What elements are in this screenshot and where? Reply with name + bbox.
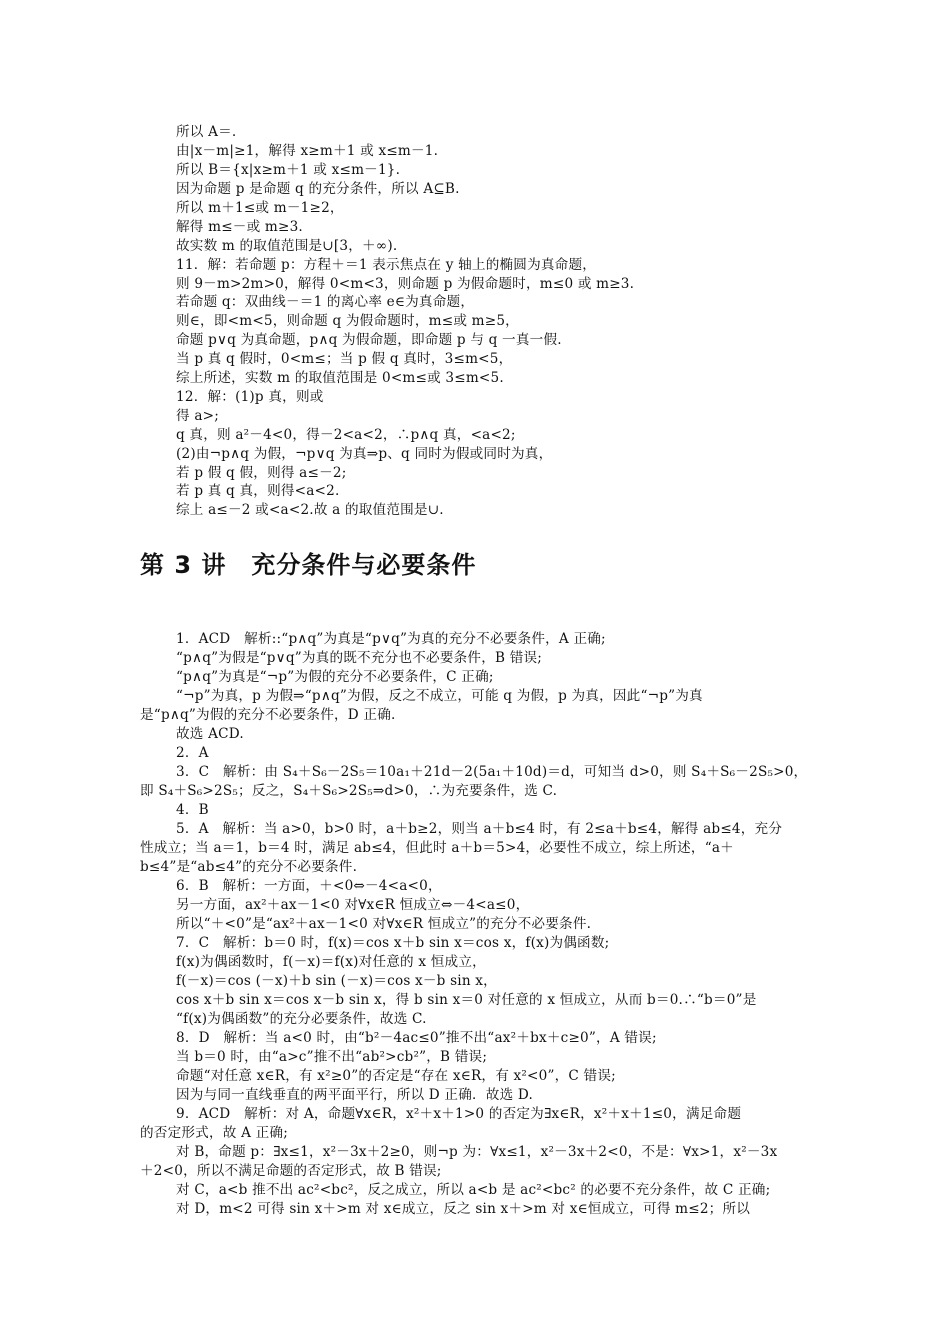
text-line: 2．A	[176, 745, 209, 761]
text-line: 当 p 真 q 假时，0<m≤；当 p 假 q 真时，3≤m<5，	[176, 351, 513, 367]
text-line: 若 p 假 q 假，则得 a≤－2;	[176, 465, 347, 481]
text-line: “p∧q”为假是“p∨q”为真的既不充分也不必要条件，B 错误;	[176, 650, 543, 666]
text-line: f(x)为偶函数时，f(－x)＝f(x)对任意的 x 恒成立，	[176, 954, 486, 970]
text-line: 当 b＝0 时，由“a>c”推不出“ab²>cb²”，B 错误;	[176, 1049, 488, 1065]
text-line: 故选 ACD.	[176, 726, 244, 742]
text-line: 所以“＋<0”是“ax²＋ax－1<0 对∀x∈R 恒成立”的充分不必要条件.	[176, 916, 592, 932]
text-line: (2)由¬p∧q 为假，¬p∨q 为真⇒p、q 同时为假或同时为真，	[176, 446, 553, 462]
text-line: 性成立；当 a＝1，b＝4 时，满足 ab≤4，但此时 a＋b＝5>4，必要性不成立，综上所述，“a＋	[140, 840, 734, 856]
text-line: 解得 m≤－或 m≥3.	[176, 219, 303, 235]
text-line: 7．C 解析：b＝0 时，f(x)＝cos x＋b sin x＝cos x，f(x)为偶函数;	[176, 935, 610, 951]
text-line: 命题 p∨q 为真命题，p∧q 为假命题，即命题 p 与 q 一真一假.	[176, 332, 562, 348]
text-line: 综上所述，实数 m 的取值范围是 0<m≤或 3≤m<5.	[176, 370, 504, 386]
text-line: 因为命题 p 是命题 q 的充分条件，所以 A⊆B.	[176, 181, 460, 197]
text-line: 命题“对任意 x∈R，有 x²≥0”的否定是“存在 x∈R，有 x²<0”，C 错误;	[176, 1068, 616, 1084]
text-line: “f(x)为偶函数”的充分必要条件，故选 C.	[176, 1011, 427, 1027]
text-line: 的否定形式，故 A 正确;	[140, 1125, 288, 1141]
text-line: 8．D 解析：当 a<0 时，由“b²－4ac≤0”推不出“ax²＋bx＋c≥0”，A 错误;	[176, 1030, 657, 1046]
text-line: 即 S₄＋S₆>2S₅；反之，S₄＋S₆>2S₅⇒d>0，∴为充要条件，选 C.	[140, 783, 558, 799]
text-line: 9．ACD 解析：对 A，命题∀x∈R，x²＋x＋1>0 的否定为∃x∈R，x²＋x＋1≤0，满足命题	[176, 1106, 742, 1122]
text-line: 因为与同一直线垂直的两平面平行，所以 D 正确．故选 D.	[176, 1087, 534, 1103]
text-line: 对 C，a<b 推不出 ac²<bc²，反之成立，所以 a<b 是 ac²<bc² 的必要不充分条件，故 C 正确;	[176, 1182, 771, 1198]
text-line: 4．B	[176, 802, 209, 818]
text-line: 3．C 解析：由 S₄＋S₆－2S₅＝10a₁＋21d－2(5a₁＋10d)＝d，可知当 d>0，则 S₄＋S₆－2S₅>0，	[176, 764, 808, 780]
text-line: 6．B 解析：一方面，＋<0⇔－4<a<0，	[176, 878, 442, 894]
text-line: ＋2<0，所以不满足命题的否定形式，故 B 错误;	[140, 1163, 442, 1179]
text-line: 是“p∧q”为假的充分不必要条件，D 正确.	[140, 707, 396, 723]
text-line: 所以 A＝.	[176, 124, 237, 140]
text-line: b≤4”是“ab≤4”的充分不必要条件.	[140, 859, 358, 875]
text-line: 另一方面，ax²＋ax－1<0 对∀x∈R 恒成立⇔－4<a≤0，	[176, 897, 530, 913]
text-line: 对 B，命题 p：∃x≤1，x²－3x＋2≥0，则¬p 为：∀x≤1，x²－3x＋2<0，不是：∀x>1，x²－3x	[176, 1144, 778, 1160]
text-line: 得 a>;	[176, 408, 219, 424]
section-heading: 第 3 讲 充分条件与必要条件	[140, 551, 477, 579]
text-line: 12．解：(1)p 真，则或	[176, 389, 324, 405]
text-line: 11．解：若命题 p：方程＋＝1 表示焦点在 y 轴上的椭圆为真命题，	[176, 257, 597, 273]
text-line: 所以 m＋1≤或 m－1≥2，	[176, 200, 344, 216]
text-line: cos x＋b sin x＝cos x－b sin x，得 b sin x＝0 对任意的 x 恒成立，从而 b＝0.∴“b＝0”是	[176, 992, 757, 1008]
text-line: 对 D，m<2 可得 sin x＋>m 对 x∈成立，反之 sin x＋>m 对 x∈恒成立，可得 m≤2；所以	[176, 1201, 751, 1217]
text-line: 若命题 q：双曲线－＝1 的离心率 e∈为真命题，	[176, 294, 475, 310]
text-line: “p∧q”为真是“¬p”为假的充分不必要条件，C 正确;	[176, 669, 494, 685]
text-line: 则∈，即<m<5，则命题 q 为假命题时，m≤或 m≥5，	[176, 313, 519, 329]
text-line: 5．A 解析：当 a>0，b>0 时，a＋b≥2，则当 a＋b≤4 时，有 2≤a＋b≤4，解得 ab≤4，充分	[176, 821, 783, 837]
text-line: 故实数 m 的取值范围是∪[3，＋∞).	[176, 238, 398, 254]
text-line: 则 9－m>2m>0，解得 0<m<3，则命题 p 为假命题时，m≤0 或 m≥3.	[176, 276, 635, 292]
text-line: 所以 B＝{x|x≥m＋1 或 x≤m－1}.	[176, 162, 401, 178]
text-line: 1．ACD 解析::“p∧q”为真是“p∨q”为真的充分不必要条件，A 正确;	[176, 631, 606, 647]
text-line: “¬p”为真，p 为假⇒“p∧q”为假，反之不成立，可能 q 为假，p 为真，因此“¬p”为真	[176, 688, 703, 704]
text-line: q 真，则 a²－4<0，得－2<a<2，∴p∧q 真，<a<2;	[176, 427, 516, 443]
text-line: 由|x－m|≥1，解得 x≥m＋1 或 x≤m－1.	[176, 143, 439, 159]
text-line: 综上 a≤－2 或<a<2.故 a 的取值范围是∪.	[176, 502, 444, 518]
text-line: 若 p 真 q 真，则得<a<2.	[176, 483, 340, 499]
text-line: f(－x)＝cos (－x)＋b sin (－x)＝cos x－b sin x，	[176, 973, 497, 989]
